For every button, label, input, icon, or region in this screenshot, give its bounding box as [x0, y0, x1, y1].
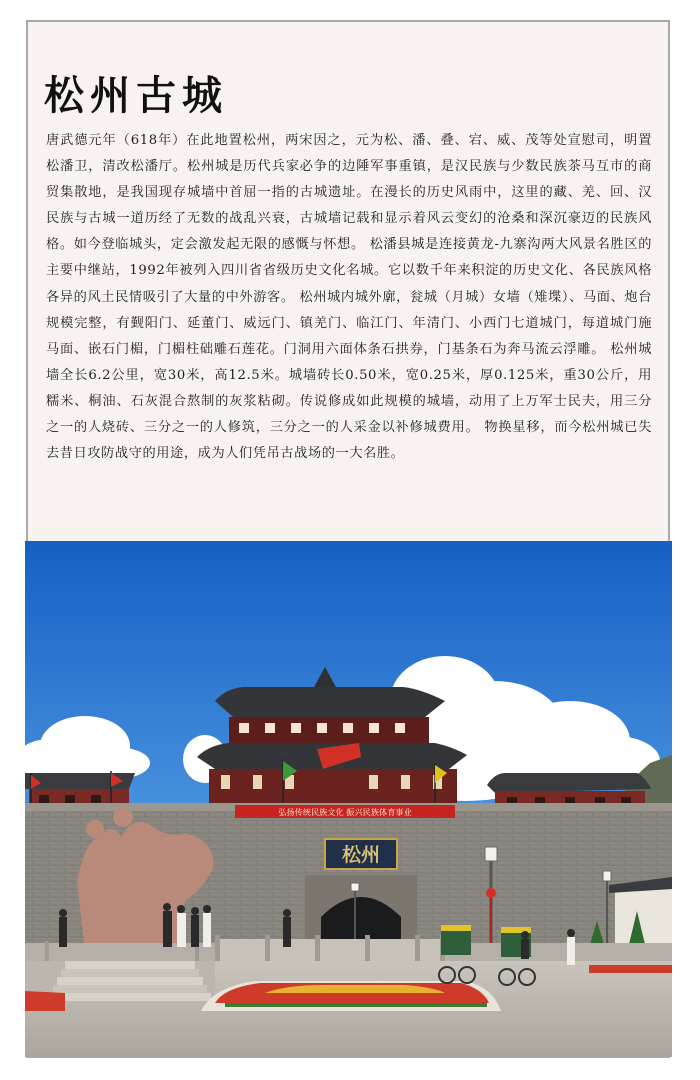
article-body: 唐武德元年（618年）在此地置松州，两宋因之，元为松、潘、叠、宕、威、茂等处宣慰司，明置松潘卫，清改松潘厅。松州城是历代兵家必争的边陲军事重镇，是汉民族与少数民族茶马互市的商贸集散地，是我国现存城墙中首屈一指的古城遗址。在漫长的历史风雨中，这里的藏、羌、回、汉民族与古城一道历经了无数的战乱兴衰，古城墙记载和显示着风云变幻的沧桑和深沉豪迈的民族风格。如今登临城头，定会激发起无限的感慨与怀想。 松潘县城是连接黄龙-九寨沟两大风景名胜区的主要中继站，1992年被列入四川省省级历史文化名城。它以数千年来积淀的历史文化、各民族风格各异的风土民情吸引了大量的中外游客。 松州城内城外廓，瓮城（月城）女墙（雉堞）、马面、炮台规模完整，有觐阳门、延董门、威远门、镇羌门、临江门、年清门、小西门七道城门，每道城门施马面、嵌石门楣，门楣柱础雕石莲花。门洞用六面体条石拱券，门基条石为奔马流云浮雕。 松州城墙全长6.2公里，宽30米，高12.5米。城墙砖长0.50米，宽0.25米，厚0.125米，重30公斤，用糯米、桐油、石灰混合熬制的灰浆粘砌。传说修成如此规模的城墙，动用了上万军士民夫，用三分之一的人烧砖、三分之一的人修筑，三分之一的人采金以补修城费用。 物换星移，而今松州城已失去昔日攻防战守的用途，成为人们凭吊古战场的一大名胜。 — [46, 133, 652, 462]
songzhou-city-photo — [25, 541, 672, 1057]
page-title: 松州古城 — [44, 72, 228, 119]
photo-illustration — [25, 541, 672, 1057]
stone-steps-front — [49, 961, 211, 1001]
wall-banner-text: 弘扬传统民族文化 振兴民族体育事业 — [278, 807, 412, 817]
gate-plaque-text: 松州 — [341, 844, 381, 866]
traffic-sign — [486, 888, 496, 898]
